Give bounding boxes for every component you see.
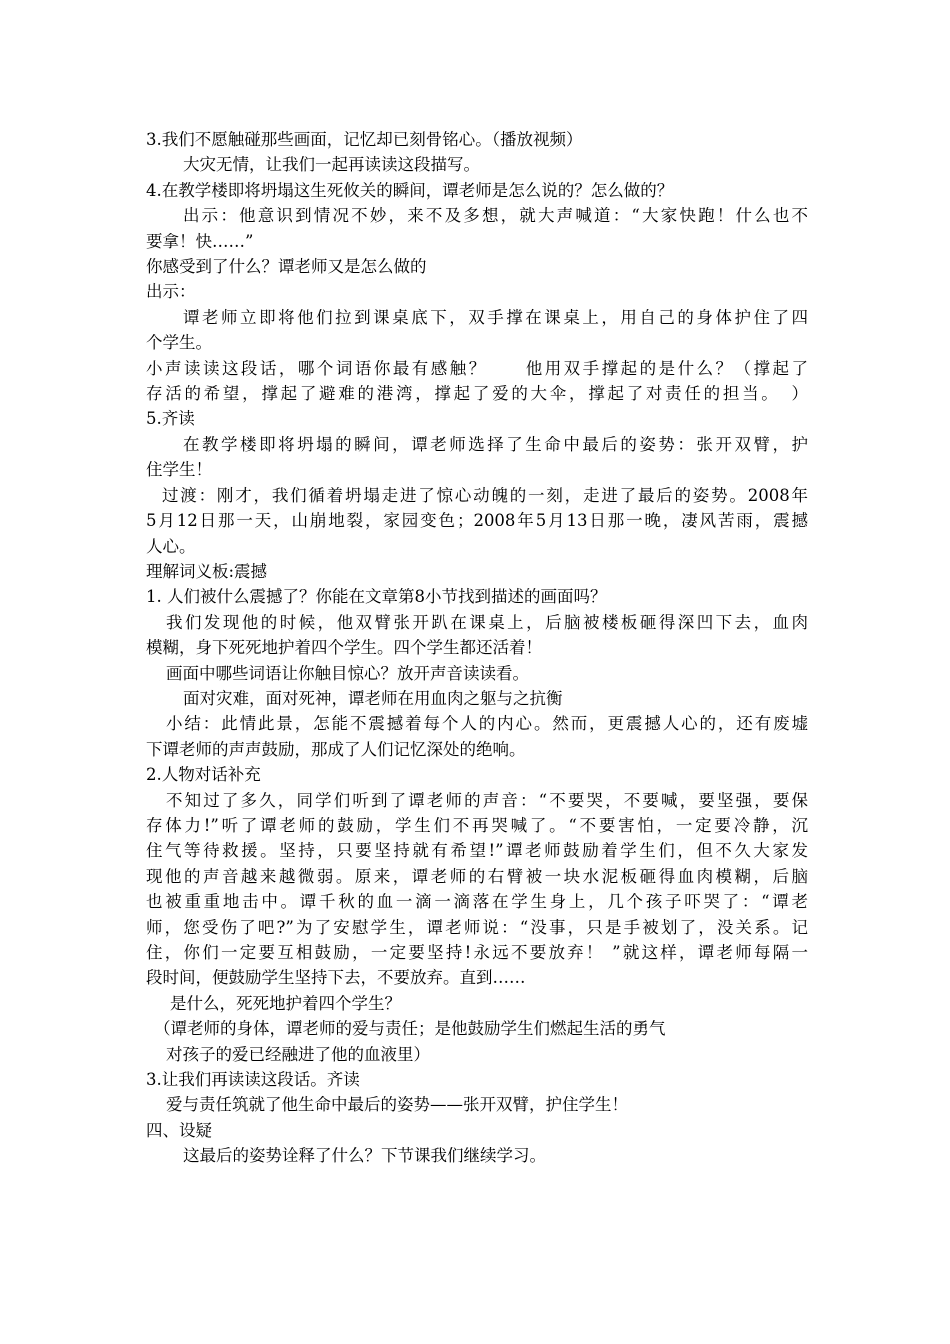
- text-line: 师，您受伤了吧?”为了安慰学生，谭老师说：“没事，只是手被划了，没关系。记: [146, 917, 808, 937]
- text-line: 5.齐读: [146, 409, 195, 429]
- text-line: 存体力!”听了谭老师的鼓励，学生们不再哭喊了。“不要害怕，一定要冷静，沉: [146, 815, 808, 835]
- text-line: 模糊，身下死死地护着四个学生。四个学生都还活着！: [146, 638, 542, 658]
- text-line: 对孩子的爱已经融进了他的血液里）: [166, 1044, 430, 1064]
- text-line: 出示：他意识到情况不妙，来不及多想，就大声喊道：“大家快跑！什么也不: [183, 206, 808, 226]
- text-line: 1. 人们被什么震撼了？你能在文章第8小节找到描述的画面吗？: [146, 587, 607, 607]
- text-line: 要拿！快……”: [146, 231, 254, 251]
- text-line: 面对灾难，面对死神，谭老师在用血肉之躯与之抗衡: [183, 688, 563, 708]
- text-line: 2.人物对话补充: [146, 765, 261, 785]
- text-line: 也被重重地击中。谭千秋的血一滴一滴落在学生身上，几个孩子吓哭了：“谭老: [146, 892, 808, 912]
- text-line: 现他的声音越来越微弱。原来，谭老师的右臂被一块水泥板砸得血肉模糊，后脑: [146, 866, 808, 886]
- text-line: 四、设疑: [146, 1120, 212, 1140]
- text-line: 存活的希望，撑起了避难的港湾，撑起了爱的大伞，撑起了对责任的担当。 ）: [146, 384, 808, 404]
- text-line: 人心。: [146, 536, 196, 556]
- text-line: 3.让我们再读读这段话。齐读: [146, 1070, 360, 1090]
- text-line: 这最后的姿势诠释了什么？下节课我们继续学习。: [183, 1146, 546, 1166]
- text-line: 住学生！: [146, 460, 212, 480]
- text-line: 谭老师立即将他们拉到课桌底下，双手撑在课桌上，用自己的身体护住了四: [183, 307, 808, 327]
- text-line: 是什么，死死地护着四个学生？: [170, 993, 401, 1013]
- text-line: 下谭老师的声声鼓励，那成了人们记忆深处的绝响。: [146, 739, 526, 759]
- text-line: 3.我们不愿触碰那些画面，记忆却已刻骨铭心。（播放视频）: [146, 130, 583, 149]
- text-line: 出示：: [146, 282, 196, 302]
- text-line: 不知过了多久，同学们听到了谭老师的声音：“不要哭，不要喊，要坚强，要保: [166, 790, 808, 810]
- text-line: 小结：此情此景，怎能不震撼着每个人的内心。然而，更震撼人心的，还有废墟: [166, 714, 808, 734]
- text-line: 段时间，便鼓励学生坚持下去，不要放弃。直到……: [146, 968, 526, 988]
- text-line: 住气等待救援。坚持，只要坚持就有希望!”谭老师鼓励着学生们，但不久大家发: [146, 841, 808, 861]
- text-line: 个学生。: [146, 333, 212, 353]
- text-line: 画面中哪些词语让你触目惊心？放开声音读读看。: [166, 663, 529, 683]
- text-line: 在教学楼即将坍塌的瞬间，谭老师选择了生命中最后的姿势：张开双臂，护: [183, 434, 808, 454]
- text-line: 理解词义板:震撼: [146, 561, 268, 581]
- text-line: 5月12日那一天，山崩地裂，家园变色；2008年5月13日那一晚，凄风苦雨，震撼: [146, 511, 808, 531]
- text-line: 大灾无情，让我们一起再读读这段描写。: [183, 155, 480, 175]
- text-line: 小声读读这段话，哪个词语你最有感触？ 他用双手撑起的是什么？（撑起了: [146, 358, 808, 378]
- text-line: 我们发现他的时候，他双臂张开趴在课桌上，后脑被楼板砸得深凹下去，血肉: [166, 612, 808, 632]
- text-line: （谭老师的身体，谭老师的爱与责任；是他鼓励学生们燃起生活的勇气: [154, 1019, 666, 1039]
- text-line: 你感受到了什么？谭老师又是怎么做的: [146, 257, 427, 277]
- text-line: 爱与责任筑就了他生命中最后的姿势——张开双臂，护住学生！: [166, 1095, 628, 1115]
- text-line: 4.在教学楼即将坍塌这生死攸关的瞬间，谭老师是怎么说的？怎么做的？: [146, 180, 674, 200]
- document-body: [146, 127, 808, 1169]
- text-line: 过渡：刚才，我们循着坍塌走进了惊心动魄的一刻，走进了最后的姿势。2008年: [162, 485, 808, 505]
- text-line: 住，你们一定要互相鼓励，一定要坚持!永远不要放弃！ ”就这样，谭老师每隔一: [146, 943, 808, 962]
